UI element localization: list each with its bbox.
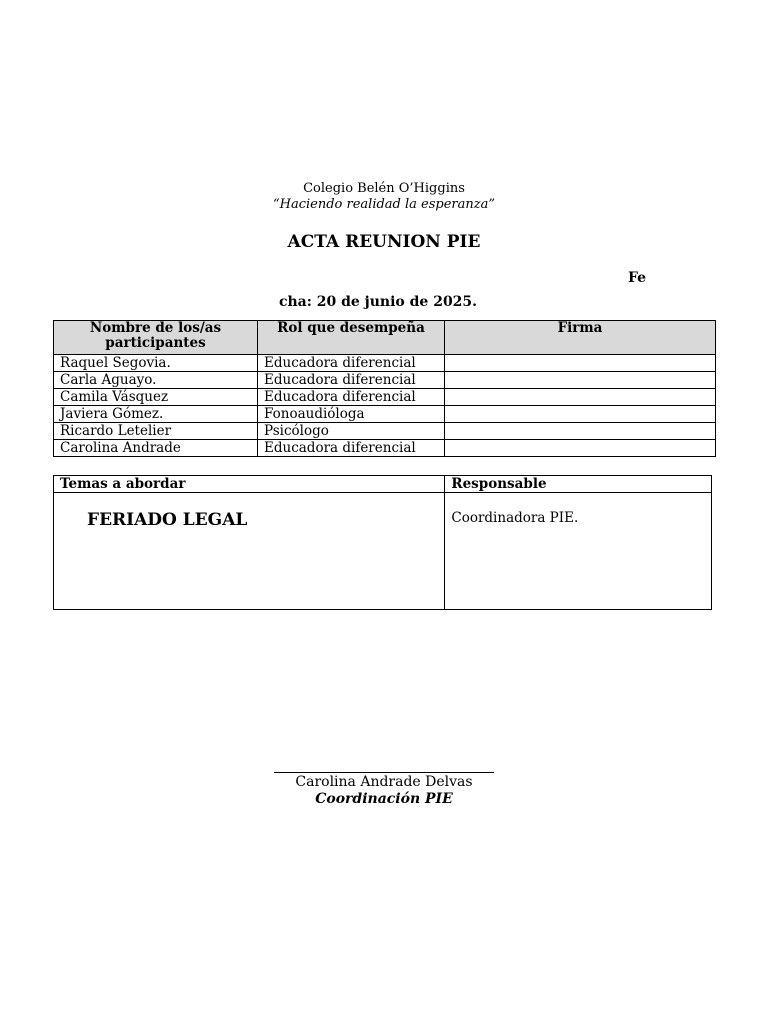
header-topics: Temas a abordar [54,476,445,493]
participant-name: Camila Vásquez [54,389,258,406]
participant-name: Javiera Gómez. [54,406,258,423]
participant-name: Ricardo Letelier [54,423,258,440]
participant-role: Fonoaudióloga [258,406,445,423]
header-signature: Firma [445,321,716,355]
participant-signature [445,372,716,389]
participant-signature [445,423,716,440]
responsible-text: Coordinadora PIE. [451,510,579,526]
table-row [54,372,716,389]
participant-role: Educadora diferencial [258,389,445,406]
participant-name: Carolina Andrade [54,440,258,457]
table-row [54,440,716,457]
participant-role: Educadora diferencial [258,355,445,372]
signer-name: Carolina Andrade Delvas [295,774,473,790]
participant-signature [445,355,716,372]
participant-signature [445,440,716,457]
table-row [54,406,716,423]
responsible-cell [445,493,712,610]
signature-line [274,772,494,773]
signer-role: Coordinación PIE [315,791,453,807]
participant-signature [445,389,716,406]
participants-table [53,320,716,457]
topics-header-row [54,476,712,493]
header-participant-names: Nombre de los/as participantes [54,321,258,355]
meeting-date: cha: 20 de junio de 2025. [278,294,478,310]
participant-role: Educadora diferencial [258,440,445,457]
table-row [54,389,716,406]
topic-cell [54,493,445,610]
school-name: Colegio Belén O’Higgins [303,181,465,196]
header-role: Rol que desempeña [258,321,445,355]
table-row [54,493,712,610]
topics-table [53,475,712,610]
date-label-start: Fe [628,270,647,286]
school-motto: “Haciendo realidad la esperanza” [272,197,496,212]
participants-header-row [54,321,716,355]
participant-role: Educadora diferencial [258,372,445,389]
table-row [54,355,716,372]
document-title: ACTA REUNION PIE [287,232,481,252]
participant-name: Raquel Segovia. [54,355,258,372]
topic-text: FERIADO LEGAL [87,510,248,530]
participant-role: Psicólogo [258,423,445,440]
participant-signature [445,406,716,423]
participant-name: Carla Aguayo. [54,372,258,389]
table-row [54,423,716,440]
header-responsible: Responsable [445,476,712,493]
